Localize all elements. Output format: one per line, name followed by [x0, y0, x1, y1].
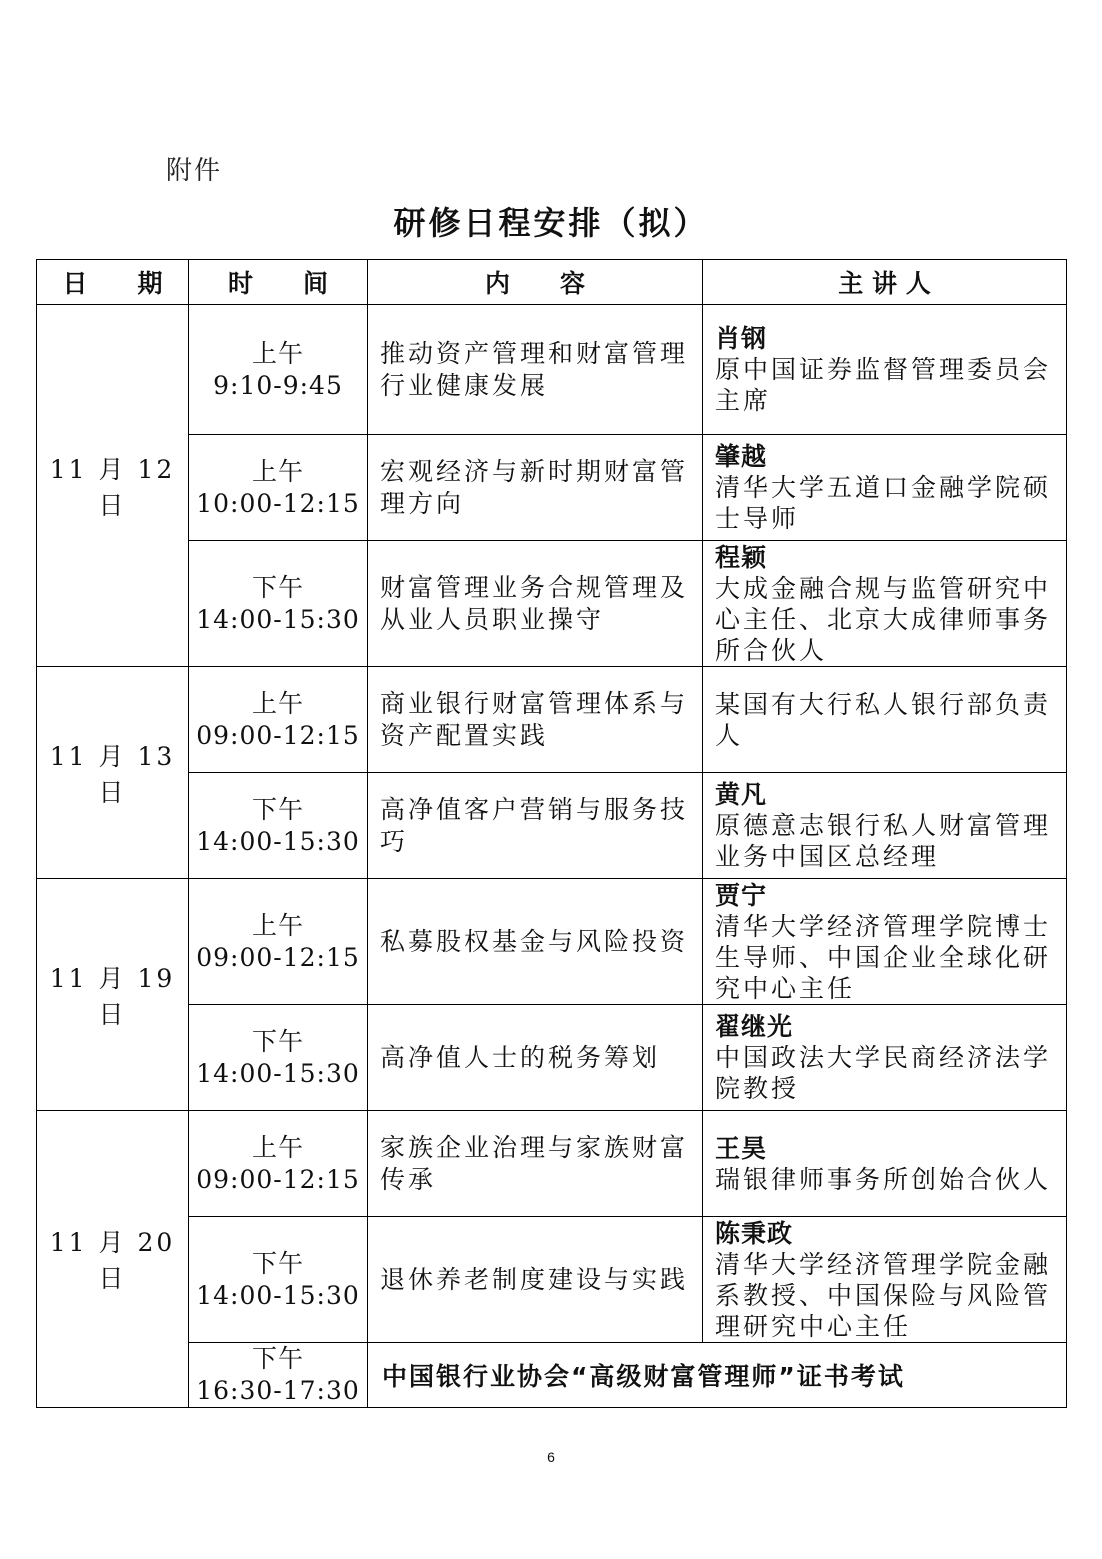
topic-cell: 商业银行财富管理体系与资产配置实践 [368, 667, 703, 773]
header-date: 日 期 [37, 260, 189, 305]
time-range: 14:00-15:30 [196, 1058, 360, 1088]
time-period: 下午 [251, 794, 304, 824]
topic-cell: 退休养老制度建设与实践 [368, 1217, 703, 1343]
time-range: 14:00-15:30 [196, 826, 360, 856]
date-cell: 11 月 20 日 [37, 1111, 189, 1408]
time-range: 09:00-12:15 [196, 942, 360, 972]
speaker-cell [703, 435, 1067, 541]
speaker-title: 原中国证券监督管理委员会主席 [715, 355, 1052, 415]
speaker-name: 贾宁 [715, 880, 768, 910]
time-period: 上午 [251, 456, 304, 486]
time-range: 14:00-15:30 [196, 604, 360, 634]
time-range: 14:00-15:30 [196, 1280, 360, 1310]
time-range: 9:10-9:45 [213, 370, 343, 400]
topic-cell: 私募股权基金与风险投资 [368, 879, 703, 1005]
speaker-name: 王昊 [715, 1133, 768, 1163]
speaker-name: 翟继光 [715, 1012, 794, 1041]
topic-cell: 家族企业治理与家族财富传承 [368, 1111, 703, 1217]
table-header-row [37, 260, 1067, 305]
speaker-title: 瑞银律师事务所创始合伙人 [715, 1164, 1052, 1194]
attachment-label: 附件 [166, 156, 223, 186]
speaker-cell [703, 667, 1067, 773]
header-speaker: 主 讲 人 [703, 260, 1067, 305]
time-cell [189, 773, 368, 879]
topic-cell: 宏观经济与新时期财富管理方向 [368, 435, 703, 541]
time-cell [189, 667, 368, 773]
time-period: 上午 [251, 910, 304, 940]
header-content: 内 容 [368, 260, 703, 305]
document-title: 研修日程安排（拟） [393, 204, 709, 242]
topic-cell: 高净值人士的税务筹划 [368, 1005, 703, 1111]
time-period: 下午 [251, 1344, 304, 1373]
date-cell: 11 月 13 日 [37, 667, 189, 879]
time-period: 上午 [251, 688, 304, 718]
schedule-table [36, 259, 1067, 1408]
table-row [37, 1343, 1067, 1408]
time-cell [189, 1111, 368, 1217]
table-row [37, 773, 1067, 879]
time-period: 上午 [251, 1132, 304, 1162]
time-cell [189, 1217, 368, 1343]
date-cell: 11 月 19 日 [37, 879, 189, 1111]
speaker-name: 程颖 [715, 542, 768, 572]
time-cell [189, 1005, 368, 1111]
topic-cell: 推动资产管理和财富管理行业健康发展 [368, 305, 703, 435]
time-range: 16:30-17:30 [196, 1376, 360, 1405]
speaker-name: 陈秉政 [715, 1218, 794, 1248]
speaker-cell [703, 305, 1067, 435]
time-range: 10:00-12:15 [196, 488, 360, 518]
time-cell [189, 435, 368, 541]
topic-cell: 财富管理业务合规管理及从业人员职业操守 [368, 541, 703, 667]
time-period: 下午 [251, 1026, 304, 1056]
time-cell [189, 541, 368, 667]
speaker-cell [703, 879, 1067, 1005]
date-cell: 11 月 12 日 [37, 305, 189, 667]
speaker-title: 大成金融合规与监管研究中心主任、北京大成律师事务所合伙人 [715, 573, 1052, 665]
speaker-title: 中国政法大学民商经济法学院教授 [715, 1043, 1052, 1103]
speaker-cell [703, 1005, 1067, 1111]
speaker-title: 原德意志银行私人财富管理业务中国区总经理 [715, 811, 1052, 871]
time-period: 上午 [251, 338, 304, 368]
table-row [37, 1111, 1067, 1217]
speaker-cell [703, 1217, 1067, 1343]
time-range: 09:00-12:15 [196, 1164, 360, 1194]
time-range: 09:00-12:15 [196, 720, 360, 750]
speaker-cell [703, 773, 1067, 879]
speaker-title: 清华大学经济管理学院金融系教授、中国保险与风险管理研究中心主任 [715, 1249, 1052, 1341]
table-row [37, 1217, 1067, 1343]
speaker-name: 黄凡 [715, 780, 768, 809]
speaker-name: 肖钢 [715, 324, 768, 353]
speaker-cell [703, 541, 1067, 667]
speaker-name: 肇越 [715, 442, 768, 471]
speaker-cell [703, 1111, 1067, 1217]
table-row [37, 305, 1067, 435]
table-row [37, 541, 1067, 667]
table-row [37, 1005, 1067, 1111]
page-number: 6 [547, 1449, 555, 1465]
topic-cell: 高净值客户营销与服务技巧 [368, 773, 703, 879]
speaker-title: 某国有大行私人银行部负责人 [715, 689, 1052, 750]
speaker-title: 清华大学经济管理学院博士生导师、中国企业全球化研究中心主任 [715, 911, 1052, 1003]
table-row [37, 435, 1067, 541]
exam-cell: 中国银行业协会“高级财富管理师”证书考试 [368, 1343, 1067, 1408]
time-period: 下午 [251, 1248, 304, 1278]
table-row [37, 667, 1067, 773]
time-cell [189, 1343, 368, 1408]
time-cell [189, 305, 368, 435]
header-time: 时 间 [189, 260, 368, 305]
speaker-title: 清华大学五道口金融学院硕士导师 [715, 473, 1052, 533]
time-period: 下午 [251, 572, 304, 602]
table-row [37, 879, 1067, 1005]
time-cell [189, 879, 368, 1005]
